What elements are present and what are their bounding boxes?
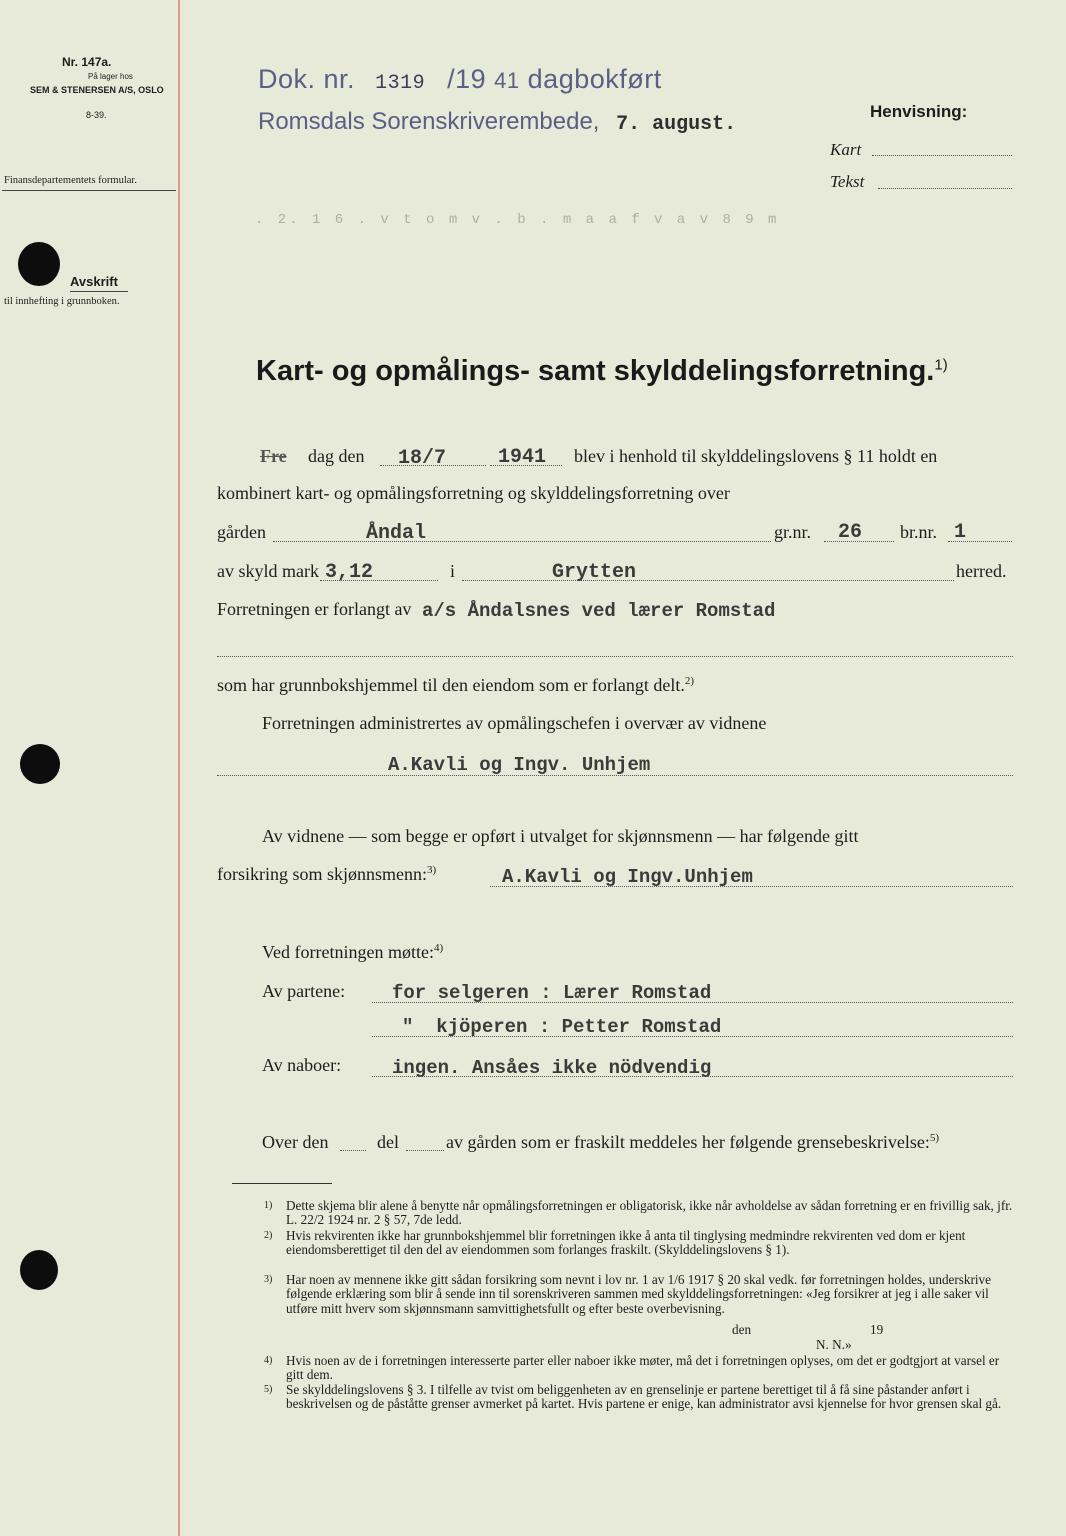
title-text: Kart- og opmålings- samt skylddelingsforretning. <box>256 355 935 387</box>
herred-label: herred. <box>956 561 1007 581</box>
kart-dots <box>872 155 1012 156</box>
grnr-value: 26 <box>838 521 863 544</box>
reference-tekst: Tekst <box>830 172 865 191</box>
footnote-3-nn: N. N.» <box>816 1337 852 1352</box>
motte-line <box>262 942 443 963</box>
margin-rule <box>178 0 180 1536</box>
naboer-label: Av naboer: <box>262 1055 342 1075</box>
line2: kombinert kart- og opmålingsforretning og skylddelingsforretning over <box>217 483 730 503</box>
dok-year-suffix: 41 <box>494 68 520 93</box>
reference-kart: Kart <box>830 140 862 159</box>
vidner-dots <box>217 775 1013 776</box>
forsikring-footnote-ref: 3) <box>427 864 437 876</box>
title-footnote-ref: 1) <box>934 356 948 374</box>
over-rest: av gården som er fraskilt meddeles her følgende grensebeskrivelse: <box>446 1132 930 1152</box>
printer-line-1: På lager hos <box>88 72 133 81</box>
footnote-2-text: Hvis rekvirenten ikke har grunnbokshjemmel blir forretningen ikke å anta til tinglysing medmindre rekvirenten ved dom er kjent eiendomsberettiget til den del av eiendommen som forlanges fraskilt. (Skylddelingslovens § 1). <box>286 1228 966 1258</box>
document-title <box>256 355 948 388</box>
footnote-3-den: den <box>732 1322 752 1337</box>
partene-value-1: for selgeren : Lærer Romstad <box>392 982 712 1004</box>
footnote-1-text: Dette skjema blir alene å benytte når opmålingsforretningen er obligatorisk, ikke når avholdelse av sådan forretning er en frivillig sak, jfr. L. 22/2 1924 nr. 2 § 57, 7de ledd. <box>286 1198 1013 1228</box>
tekst-dots <box>878 188 1012 189</box>
office-name: Romsdals Sorenskriverembede, <box>258 108 600 135</box>
punch-hole-bottom <box>20 1250 58 1290</box>
avskrift-underline <box>70 291 128 292</box>
brnr-label: br.nr. <box>900 522 938 542</box>
dag-den-label: dag den <box>308 446 365 466</box>
form-number: Nr. 147a. <box>62 55 112 69</box>
date-value: 18/7 <box>398 447 447 470</box>
footnote-1-num: 1) <box>264 1200 273 1211</box>
skyld-value: 3,12 <box>325 561 374 584</box>
forsikring-dots <box>490 886 1013 887</box>
footnote-3-year: 19 <box>870 1322 884 1337</box>
dok-number: 1319 <box>375 72 426 95</box>
del-label: del <box>377 1132 399 1152</box>
forsikring-line <box>217 864 436 885</box>
dok-label: Dok. nr. <box>258 64 356 94</box>
line1-rest: blev i henhold til skylddelingslovens § 11 holdt en <box>574 446 938 466</box>
stamp-date: 7. august. <box>616 113 737 136</box>
over-dots-2 <box>406 1150 444 1151</box>
forlangt-value: a/s Åndalsnes ved lærer Romstad <box>422 600 776 622</box>
vidner-value: A.Kavli og Ingv. Unhjem <box>388 754 651 776</box>
over-footnote-ref: 5) <box>929 1132 939 1144</box>
partene-dots-2 <box>372 1036 1013 1037</box>
garden-label: gården <box>217 522 266 542</box>
registry-stamp <box>258 64 662 95</box>
motte-label: Ved forretningen møtte: <box>262 942 434 962</box>
grunnbok-footnote-ref: 2) <box>684 675 695 687</box>
herred-value: Grytten <box>552 561 637 584</box>
bleed-through-text: . 2. 1 6 . v t o m v . b . m a a f v a v 8 9 m <box>255 212 780 228</box>
forsikring-label: forsikring som skjønnsmenn: <box>217 864 427 884</box>
grunnbok-text: som har grunnbokshjemmel til den eiendom som er forlangt delt. <box>217 675 685 695</box>
footnote-3-num: 3) <box>264 1274 273 1285</box>
footnote-rule <box>232 1183 332 1184</box>
vidner-line: Av vidnene — som begge er opført i utvalget for skjønnsmenn — har følgende gitt <box>262 826 859 846</box>
partene-label: Av partene: <box>262 981 346 1001</box>
garden-dots <box>273 541 771 542</box>
footnote-2-num: 2) <box>264 1230 273 1241</box>
avskrift-sub: til innhefting i grunnboken. <box>4 296 120 307</box>
naboer-dots <box>372 1076 1013 1077</box>
print-date: 8-39. <box>86 110 107 120</box>
footnote-5-text: Se skylddelingslovens § 3. I tilfelle av tvist om beliggenheten av en grenselinje er partene berettiget til å få sine påstander anført i beskrivelsen og de påståtte grenser avmerket på kartet. Hvis partene er enige, kan administrator avsi kjennelse for hvor grensen skal gå. <box>286 1382 1002 1412</box>
naboer-value: ingen. Ansåes ikke nödvendig <box>392 1057 712 1079</box>
i-label: i <box>450 561 456 581</box>
year-value: 1941 <box>498 446 547 469</box>
herred-dots <box>462 580 954 581</box>
forlangt-dots-2 <box>217 656 1013 657</box>
partene-value-2: " kjöperen : Petter Romstad <box>402 1016 722 1038</box>
brnr-value: 1 <box>954 521 967 544</box>
partene-dots-1 <box>372 1002 1013 1003</box>
footnote-3-text: Har noen av mennene ikke gitt sådan forsikring som nevnt i lov nr. 1 av 1/6 1917 § 20 skal vedk. før forretningen holdes, underskrive følgende erklæring som blir å sende inn til sorenskriveren sammen med skylddelingsforretningen: «Jeg forsikrer at jeg i alle saker vil utføre mitt hverv som skjønnsmann samvittighetsfullt og efter beste overbevisning. <box>286 1272 992 1316</box>
grnr-label: gr.nr. <box>774 522 812 542</box>
ministry-underline <box>2 190 176 191</box>
motte-footnote-ref: 4) <box>433 942 444 954</box>
dok-year-prefix: /19 <box>447 64 487 94</box>
ministry-form-label: Finansdepartementets formular. <box>4 175 137 186</box>
dagbokfort-label: dagbokført <box>527 64 662 94</box>
footnote-4-text: Hvis noen av de i forretningen interesserte parter eller naboer ikke møter, må det i forretningen oplyses, om det er godtgjort at varsel er gitt dem. <box>286 1353 1000 1383</box>
avskrift-label: Avskrift <box>70 274 118 289</box>
printer-line-2: SEM & STENERSEN A/S, OSLO <box>30 85 164 95</box>
grunnbok-line <box>217 675 694 696</box>
over-label: Over den <box>262 1132 329 1152</box>
over-rest-line <box>446 1132 939 1153</box>
reference-title: Henvisning: <box>870 102 968 121</box>
footnote-4-num: 4) <box>264 1355 273 1366</box>
punch-hole-top <box>18 242 60 286</box>
punch-hole-middle <box>20 744 60 784</box>
over-dots-1 <box>340 1150 366 1151</box>
forlangt-label: Forretningen er forlangt av <box>217 599 412 619</box>
struck-word: Fre <box>260 446 287 466</box>
admin-line: Forretningen administrertes av opmålingschefen i overvær av vidnene <box>262 713 767 733</box>
forsikring-value: A.Kavli og Ingv.Unhjem <box>502 866 753 888</box>
footnote-5-num: 5) <box>264 1384 273 1395</box>
skyld-label: av skyld mark <box>217 561 319 581</box>
garden-value: Åndal <box>366 522 427 545</box>
office-stamp <box>258 108 736 136</box>
